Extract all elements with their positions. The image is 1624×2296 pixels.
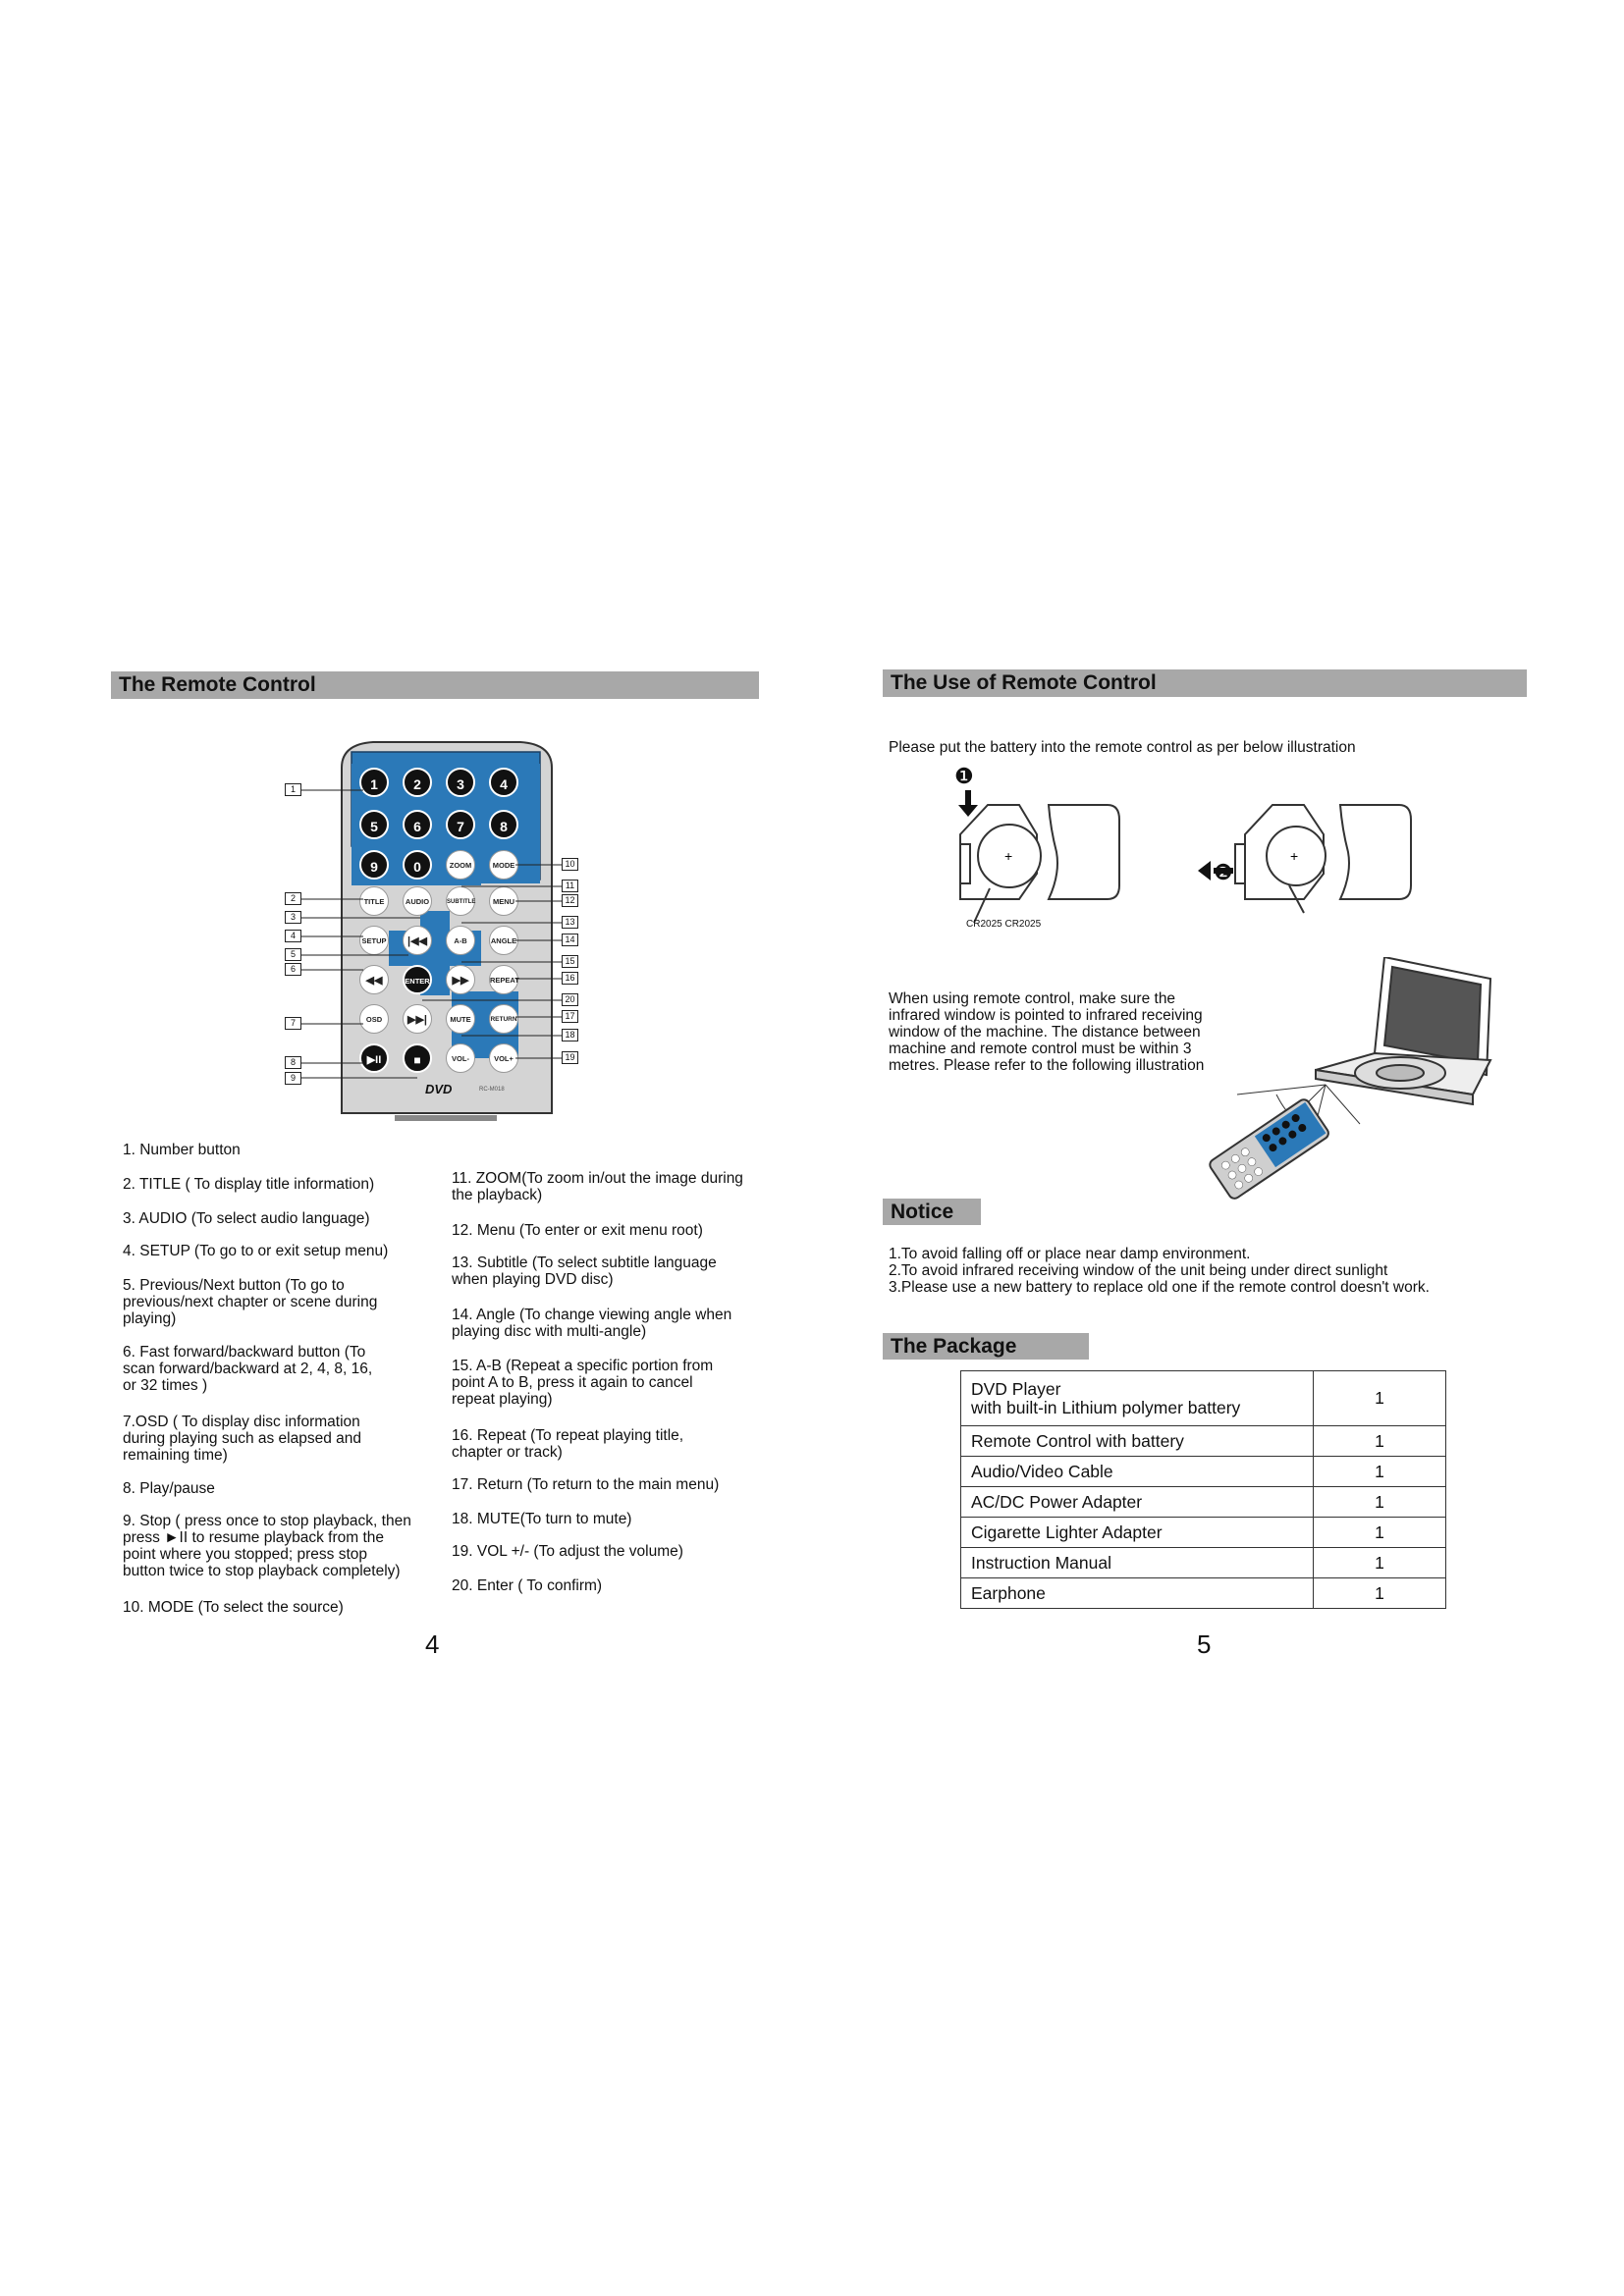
desc-item-4: 4. SETUP (To go to or exit setup menu) xyxy=(123,1243,389,1259)
package-table xyxy=(960,1370,1446,1609)
remote-key-fast-forward: ▶▶ xyxy=(446,965,475,994)
callout-12: 12 xyxy=(562,894,578,907)
remote-key-9: 9 xyxy=(359,850,389,880)
remote-key-6: 6 xyxy=(403,810,432,839)
package-qty: 1 xyxy=(1314,1487,1446,1518)
package-qty: 1 xyxy=(1314,1371,1446,1426)
package-qty: 1 xyxy=(1314,1457,1446,1487)
desc-item-5: 5. Previous/Next button (To go to previous/next chapter or scene during playing) xyxy=(123,1277,378,1327)
callout-6: 6 xyxy=(285,963,301,976)
callout-14: 14 xyxy=(562,934,578,946)
package-item: AC/DC Power Adapter xyxy=(961,1487,1314,1518)
remote-key-vol-minus: VOL- xyxy=(446,1043,475,1073)
package-qty: 1 xyxy=(1314,1518,1446,1548)
remote-key-osd: OSD xyxy=(359,1004,389,1034)
remote-key-repeat: REPEAT xyxy=(489,965,518,994)
dvd-logo: DVD xyxy=(425,1082,453,1096)
callout-8: 8 xyxy=(285,1056,301,1069)
callout-3: 3 xyxy=(285,911,301,924)
dvd-player-illustration xyxy=(1178,957,1492,1242)
desc-item-20: 20. Enter ( To confirm) xyxy=(452,1577,603,1594)
desc-item-2: 2. TITLE ( To display title information) xyxy=(123,1176,375,1193)
desc-item-13: 13. Subtitle (To select subtitle language when playing DVD disc) xyxy=(452,1255,717,1288)
table-row xyxy=(961,1457,1446,1487)
callout-lines xyxy=(275,775,599,1099)
callout-4: 4 xyxy=(285,930,301,942)
callout-18: 18 xyxy=(562,1029,578,1041)
desc-item-7: 7.OSD ( To display disc information during playing such as elapsed and remaining time) xyxy=(123,1414,362,1464)
callout-19: 19 xyxy=(562,1051,578,1064)
package-item: DVD Player with built-in Lithium polymer battery xyxy=(961,1371,1314,1426)
table-row xyxy=(961,1371,1446,1426)
remote-key-audio: AUDIO xyxy=(403,886,432,916)
remote-key-angle: ANGLE xyxy=(489,926,518,955)
remote-key-7: 7 xyxy=(446,810,475,839)
desc-item-16: 16. Repeat (To repeat playing title, chapter or track) xyxy=(452,1427,684,1461)
desc-item-1: 1. Number button xyxy=(123,1142,241,1158)
battery-type-label: CR2025 CR2025 xyxy=(966,919,1042,930)
remote-control-header: The Remote Control xyxy=(111,671,759,699)
package-item: Remote Control with battery xyxy=(961,1426,1314,1457)
callout-7: 7 xyxy=(285,1017,301,1030)
callout-10: 10 xyxy=(562,858,578,871)
step-1-marker: ❶ xyxy=(954,764,974,788)
desc-item-3: 3. AUDIO (To select audio language) xyxy=(123,1210,370,1227)
usage-instruction: When using remote control, make sure the infrared window is pointed to infrared receiving window of the machine. The distance between machine and remote control must be within 3 metres. Please refer to the following illustration xyxy=(889,990,1205,1074)
desc-item-17: 17. Return (To return to the main menu) xyxy=(452,1476,720,1493)
callout-13: 13 xyxy=(562,916,578,929)
page-number-left: 4 xyxy=(425,1629,440,1659)
desc-item-19: 19. VOL +/- (To adjust the volume) xyxy=(452,1543,683,1560)
remote-key-8: 8 xyxy=(489,810,518,839)
package-item: Earphone xyxy=(961,1578,1314,1609)
callout-15: 15 xyxy=(562,955,578,968)
remote-key-next: ▶▶| xyxy=(403,1004,432,1034)
table-row xyxy=(961,1548,1446,1578)
svg-text:+: + xyxy=(1290,848,1299,864)
package-qty: 1 xyxy=(1314,1426,1446,1457)
svg-text:+: + xyxy=(1004,848,1013,864)
table-row xyxy=(961,1578,1446,1609)
notice-line-2: 2.To avoid infrared receiving window of the unit being under direct sunlight xyxy=(889,1262,1388,1279)
desc-item-9: 9. Stop ( press once to stop playback, then press ►II to resume playback from the point where you stopped; press stop button twice to stop playback completely) xyxy=(123,1513,411,1579)
desc-item-6: 6. Fast forward/backward button (To scan forward/backward at 2, 4, 8, 16, or 32 times ) xyxy=(123,1344,373,1394)
battery-illustration xyxy=(941,775,1432,933)
page-number-right: 5 xyxy=(1197,1629,1212,1659)
package-item: Cigarette Lighter Adapter xyxy=(961,1518,1314,1548)
use-of-remote-header: The Use of Remote Control xyxy=(883,669,1527,697)
remote-key-4: 4 xyxy=(489,768,518,797)
callout-2: 2 xyxy=(285,892,301,905)
remote-key-enter: ENTER xyxy=(403,965,432,994)
remote-key-a-b: A-B xyxy=(446,926,475,955)
notice-line-1: 1.To avoid falling off or place near damp environment. xyxy=(889,1246,1251,1262)
package-header: The Package xyxy=(883,1333,1089,1360)
remote-key-previous: |◀◀ xyxy=(403,926,432,955)
remote-key-title: TITLE xyxy=(359,886,389,916)
remote-key-2: 2 xyxy=(403,768,432,797)
remote-key-0: 0 xyxy=(403,850,432,880)
remote-key-play-pause: ▶II xyxy=(359,1043,389,1073)
desc-item-15: 15. A-B (Repeat a specific portion from point A to B, press it again to cancel repeat playing) xyxy=(452,1358,714,1408)
package-item: Audio/Video Cable xyxy=(961,1457,1314,1487)
remote-key-setup: SETUP xyxy=(359,926,389,955)
remote-key-vol-plus: VOL+ xyxy=(489,1043,518,1073)
remote-key-1: 1 xyxy=(359,768,389,797)
notice-line-3: 3.Please use a new battery to replace old one if the remote control doesn't work. xyxy=(889,1279,1430,1296)
callout-17: 17 xyxy=(562,1010,578,1023)
table-row xyxy=(961,1518,1446,1548)
callout-1: 1 xyxy=(285,783,301,796)
remote-model-label: RC-M018 xyxy=(479,1087,505,1093)
desc-item-11: 11. ZOOM(To zoom in/out the image during the playback) xyxy=(452,1170,743,1203)
desc-item-10: 10. MODE (To select the source) xyxy=(123,1599,344,1616)
package-qty: 1 xyxy=(1314,1548,1446,1578)
notice-header: Notice xyxy=(883,1199,981,1225)
callout-5: 5 xyxy=(285,948,301,961)
remote-key-mute: MUTE xyxy=(446,1004,475,1034)
callout-20: 20 xyxy=(562,993,578,1006)
battery-instruction: Please put the battery into the remote control as per below illustration xyxy=(889,739,1356,756)
remote-key-subtitle: SUBTITLE xyxy=(446,886,475,916)
step-2-marker: ❷ xyxy=(1214,860,1233,884)
table-row xyxy=(961,1487,1446,1518)
remote-key-return: RETURN xyxy=(489,1004,518,1034)
package-qty: 1 xyxy=(1314,1578,1446,1609)
package-item: Instruction Manual xyxy=(961,1548,1314,1578)
callout-9: 9 xyxy=(285,1072,301,1085)
remote-key-3: 3 xyxy=(446,768,475,797)
desc-item-8: 8. Play/pause xyxy=(123,1480,215,1497)
table-row xyxy=(961,1426,1446,1457)
remote-key-stop: ■ xyxy=(403,1043,432,1073)
desc-item-14: 14. Angle (To change viewing angle when playing disc with multi-angle) xyxy=(452,1307,732,1340)
remote-key-rewind: ◀◀ xyxy=(359,965,389,994)
desc-item-12: 12. Menu (To enter or exit menu root) xyxy=(452,1222,703,1239)
remote-key-menu: MENU xyxy=(489,886,518,916)
desc-item-18: 18. MUTE(To turn to mute) xyxy=(452,1511,632,1527)
remote-key-5: 5 xyxy=(359,810,389,839)
callout-16: 16 xyxy=(562,972,578,985)
callout-11: 11 xyxy=(562,880,578,892)
remote-key-zoom: ZOOM xyxy=(446,850,475,880)
remote-key-mode: MODE xyxy=(489,850,518,880)
